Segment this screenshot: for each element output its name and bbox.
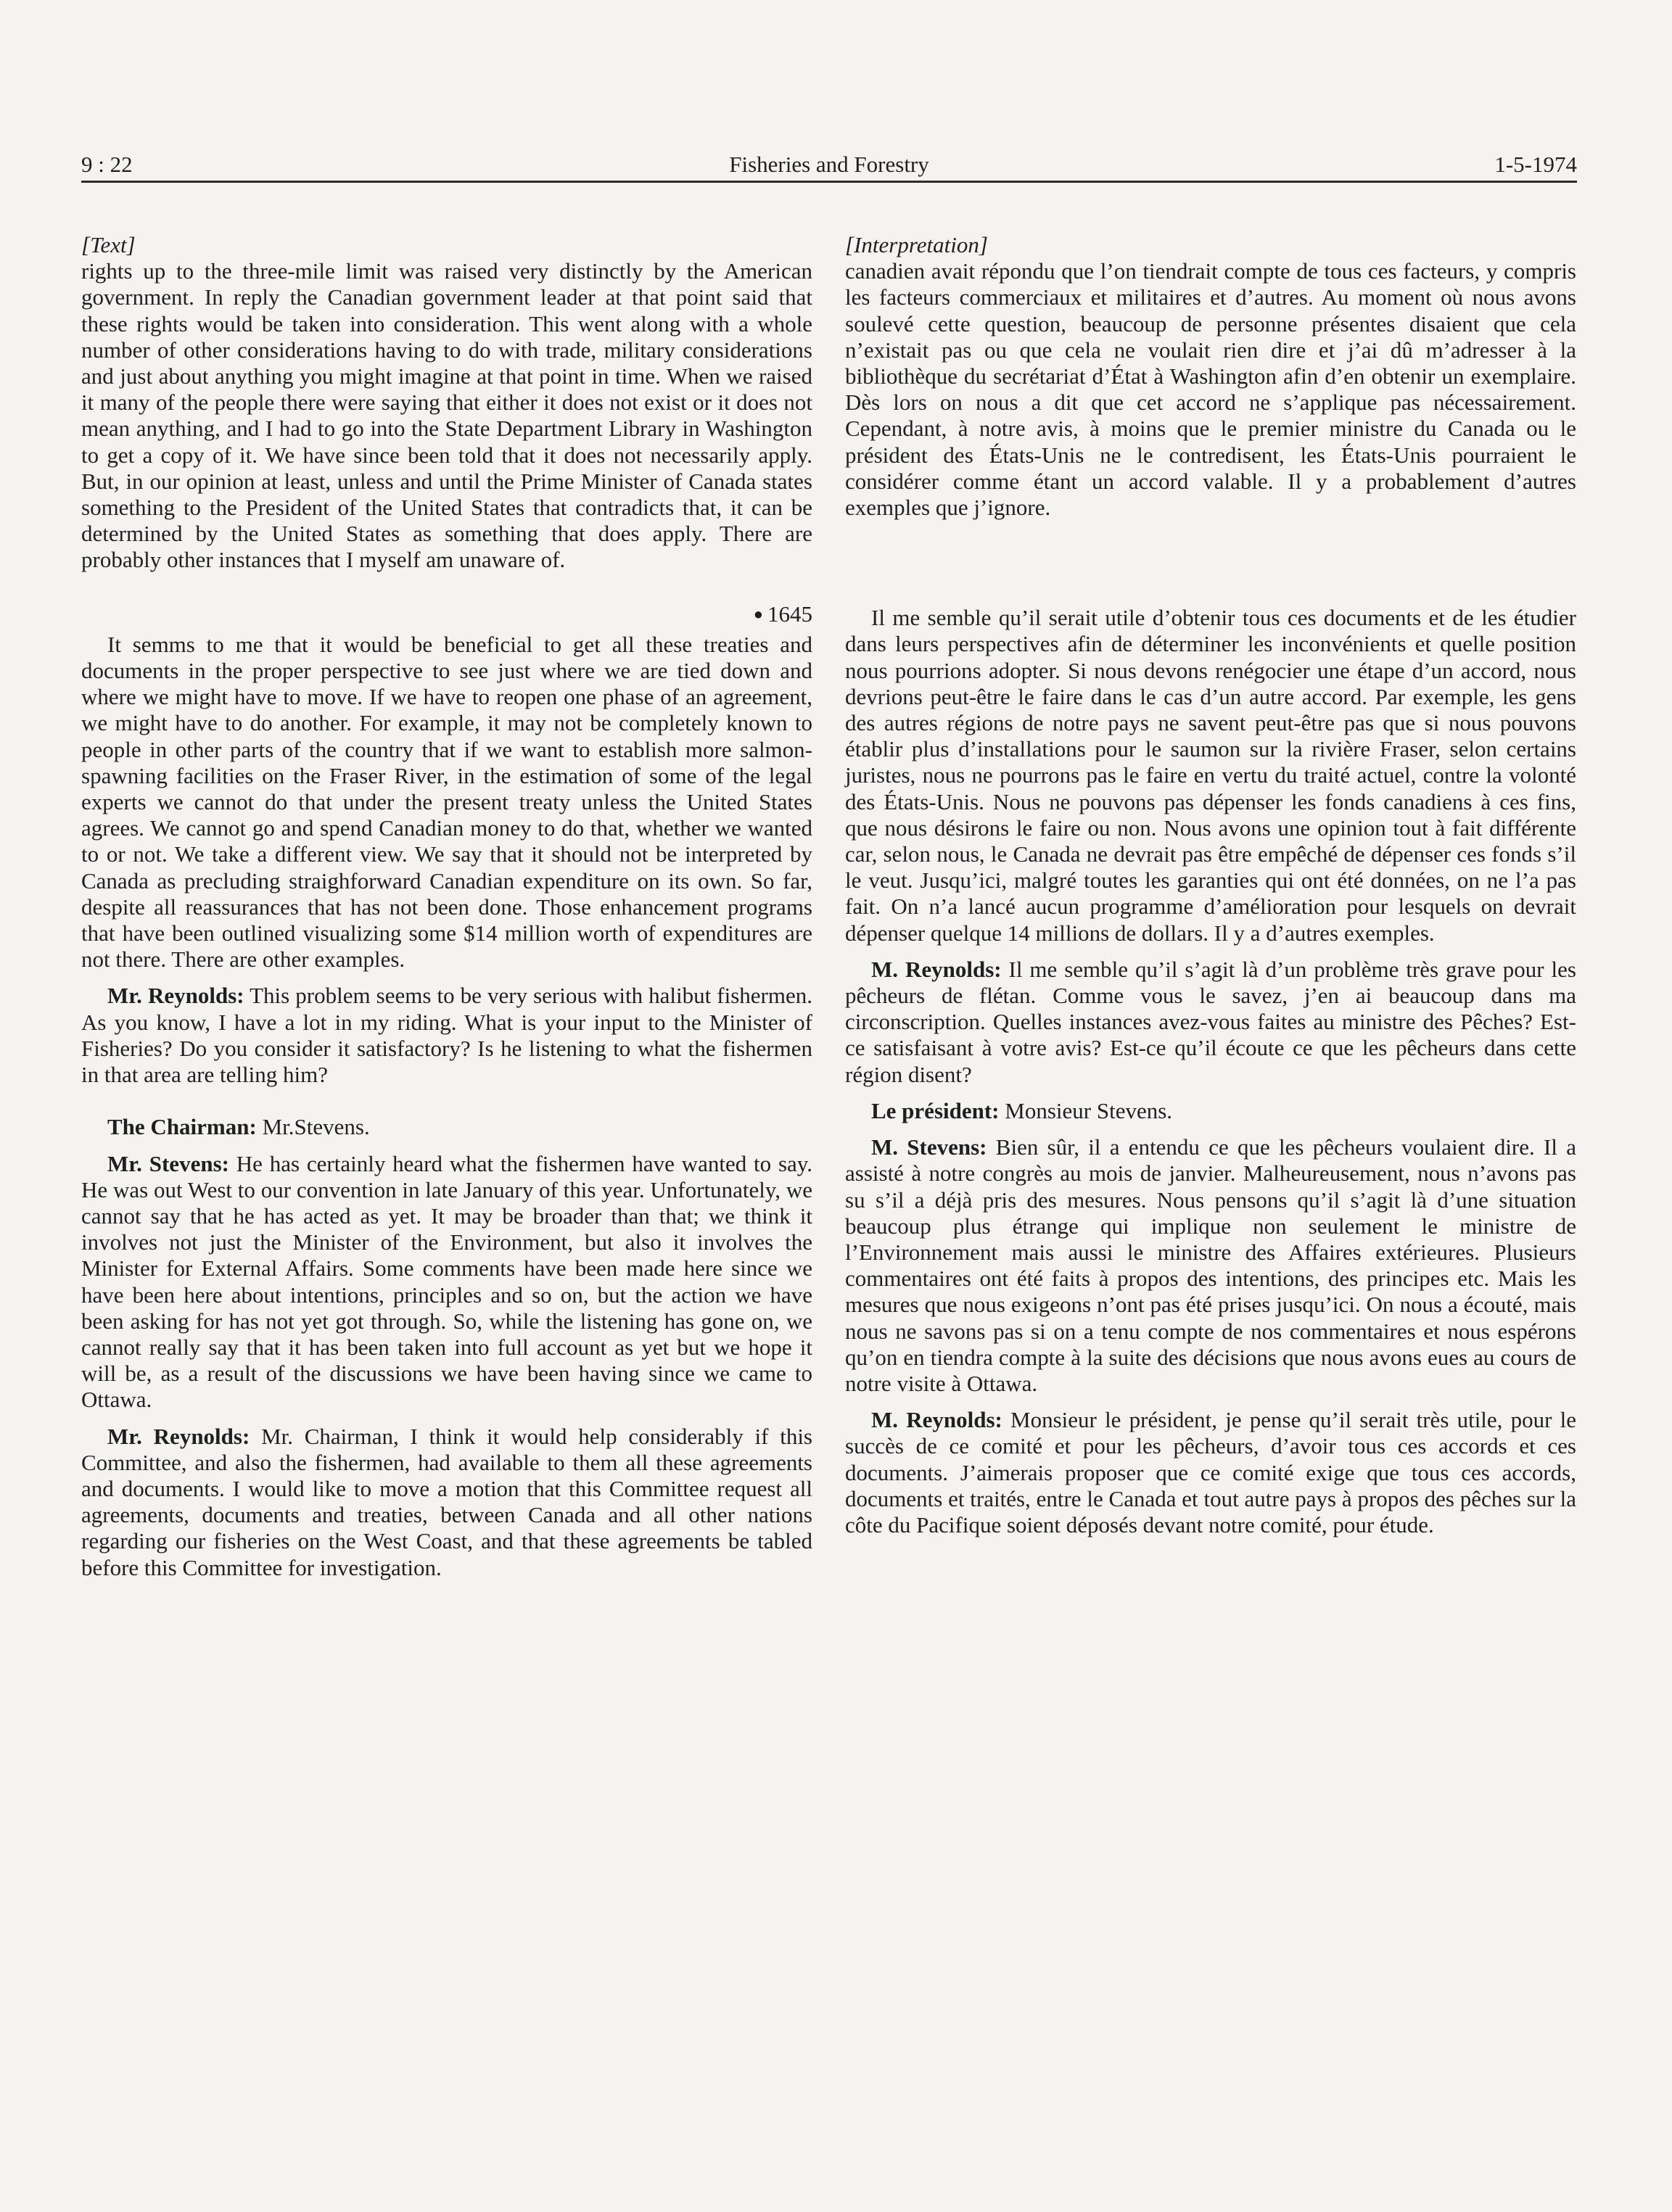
speech-text: Bien sûr, il a entendu ce que les pêcheurs voulaient dire. Il a assisté à notre congrès au mois de janvier. Malheureusement, nous n’avons pas su s’il a déjà pris des mesures. Nous pensons qu’il s’agit là d’une situation beaucoup plus étrange qui implique non seulement le ministre de l’Environnement mais aussi le ministre des Affaires extérieures. Plusieurs commentaires ont été faits à propos des intentions, des principes etc. Mais les mesures que nous exigeons n’ont pas été prises jusqu’ici. On nous a écouté, mais nous ne savons pas si on a tenu compte de nos commentaires et nous espérons qu’on en tiendra compte à la suite des décisions que nous avons eues au cours de notre visite à Ottawa. [845,1134,1576,1396]
paragraph-continued: canadien avait répondu que l’on tiendrait compte de tous ces facteurs, y compris les facteurs commerciaux et militaires et d’autres. Au moment où nous avons soulevé cette question, beaucoup de personne présentes disaient que cela n’existait pas ou que cela ne voulait rien dire et j’ai dû m’adresser à la bibliothèque du secrétariat d’État à Washington afin d’en obtenir un exemplaire. Dès lors on nous a dit que cet accord ne s’applique pas nécessairement. Cependant, à notre avis, à moins que le premier ministre du Canada ou le président des États-Unis ne le contredisent, les États-Unis pourraient le considérer comme étant un accord valable. Il y a probablement d’autres exemples que j’ignore. [845,258,1576,521]
bullet-icon: ● [753,604,763,623]
speaker-name: M. Reynolds: [871,1407,1002,1433]
speaker-name: Mr. Stevens: [107,1150,229,1176]
speech-reynolds-motion [845,1407,1576,1538]
speaker-name: Mr. Reynolds: [107,983,244,1009]
speech-text: He has certainly heard what the fishermen have wanted to say. He was out West to our convention in late January of this year. Unfortunately, we cannot say that he has acted as yet. It may be broader than that; we think it involves not just the Minister of the Environment, but also it involves the Minister for External Affairs. Some comments have been made here since we have been here about intentions, principles and so on, but the action we have been asking for has not yet got through. So, while the listening has gone on, we cannot really say that it has been taken into full account as yet but we hope it will be, as a result of the discussions we have been having since we came to Ottawa. [81,1150,813,1413]
speech-text: Monsieur Stevens. [1005,1097,1173,1123]
speaker-name: M. Stevens: [871,1134,987,1160]
speaker-name: The Chairman: [107,1114,257,1140]
speech-chairman [81,1114,812,1140]
english-column [81,232,812,1581]
running-title: Fisheries and Forestry [729,152,929,177]
french-column [845,232,1576,1538]
page-number: 9 : 22 [81,152,133,177]
speech-stevens [81,1151,812,1414]
speech-reynolds [845,957,1576,1088]
paragraph-continued: rights up to the three-mile limit was raised very distinctly by the American government. In reply the Canadian government leader at that point said that these rights would be taken into consideration. This went along with a whole number of other considerations having to do with trade, military considerations and just about anything you might imagine at that point in time. When we raised it many of the people there were saying that either it does not exist or it does not mean anything, and I had to go into the State Department Library in Washington to get a copy of it. We have since been told that it does not necessarily apply. But, in our opinion at least, unless and until the Prime Minister of Canada states something to the President of the United States that contradicts that, it can be determined by the United States as something that does apply. There are probably other instances that I myself am unaware of. [81,258,812,573]
speech-stevens [845,1134,1576,1397]
page-header [81,147,1577,183]
speech-reynolds [81,983,812,1088]
speech-text: Il me semble qu’il s’agit là d’un problème très grave pour les pêcheurs de flétan. Comme vous le savez, j’en ai beaucoup dans ma circonscription. Quelles instances avez-vous faites au ministre des Pêches? Est-ce satisfaisant à votre avis? Est-ce qu’il écoute ce que les pêcheurs dans cette région disent? [845,956,1576,1087]
speech-text: This problem seems to be very serious with halibut fishermen. As you know, I have a lot in my riding. What is your input to the Minister of Fisheries? Do you consider it satisfactory? Is he listening to what the fishermen in that area are telling him? [81,983,812,1088]
paragraph: It semms to me that it would be beneficial to get all these treaties and documents in the proper perspective to see just where we are tied down and where we might have to move. If we have to reopen one phase of an agreement, we might have to do another. For example, it may not be completely known to people in other parts of the country that if we want to establish more salmon-spawning facilities on the Fraser River, in the estimation of some of the legal experts we cannot do that under the present treaty unless the United States agrees. We cannot go and spend Canadian money to do that, whether we wanted to or not. We take a different view. We say that it should not be interpreted by Canada as precluding straighforward Canadian expenditure on its own. So far, despite all reassurances that has not been done. Those enhancement programs that have been outlined visualizing some $14 million worth of expenditures are not there. There are other examples. [81,631,812,973]
time-marker [81,601,812,627]
paragraph: Il me semble qu’il serait utile d’obtenir tous ces documents et de les étudier dans leurs perspectives afin de déterminer les inconvénients et quelle position nous pourrions adopter. Si nous devons renégocier une étape d’un accord, nous devrions peut-être le faire dans le cas d’un autre accord. Par exemple, les gens des autres régions de notre pays ne savent peut-être pas que si nous pouvons établir plus d’installations pour le saumon sur la rivière Fraser, selon certains juristes, nous ne pourrons pas le faire en vertu du traité actuel, contre la volonté des États-Unis. Nous ne pouvons pas dépenser les fonds canadiens à ces fins, que nous désirons le faire ou non. Nous avons une opinion tout à fait différente car, selon nous, le Canada ne devrait pas être empêché de dépenser ces fonds s’il le veut. Jusqu’ici, malgré toutes les garanties qui ont été données, on ne l’a pas fait. On n’a lancé aucun programme d’amélioration pour lesquels on devrait dépenser quelque 14 millions de dollars. Il y a d’autres exemples. [845,605,1576,946]
speaker-name: Le président: [871,1097,1000,1123]
speech-text: Mr. Chairman, I think it would help considerably if this Committee, and also the fishermen, had available to them all these agreements and documents. I would like to move a motion that this Committee request all agreements, documents and treaties, between Canada and all other nations regarding our fisheries on the West Coast, and that these agreements be tabled before this Committee for investigation. [81,1423,812,1580]
speech-text: Mr.Stevens. [262,1114,370,1140]
time-marker-value: 1645 [767,601,812,627]
page-date: 1-5-1974 [1494,152,1577,177]
text-language-tag: [Text] [81,232,136,257]
speaker-name: Mr. Reynolds: [107,1423,250,1449]
interpretation-language-tag: [Interpretation] [845,232,988,257]
speaker-name: M. Reynolds: [871,956,1002,982]
speech-reynolds-motion [81,1424,812,1581]
speech-chairman [845,1098,1576,1124]
speech-text: Monsieur le président, je pense qu’il serait très utile, pour le succès de ce comité et pour les pêcheurs, d’avoir tous ces accords et ces documents. J’aimerais proposer que ce comité exige que tous ces accords, documents et traités, entre le Canada et tout autre pays à propos des pêches sur la côte du Pacifique soient déposés devant notre comité, pour étude. [845,1407,1577,1538]
